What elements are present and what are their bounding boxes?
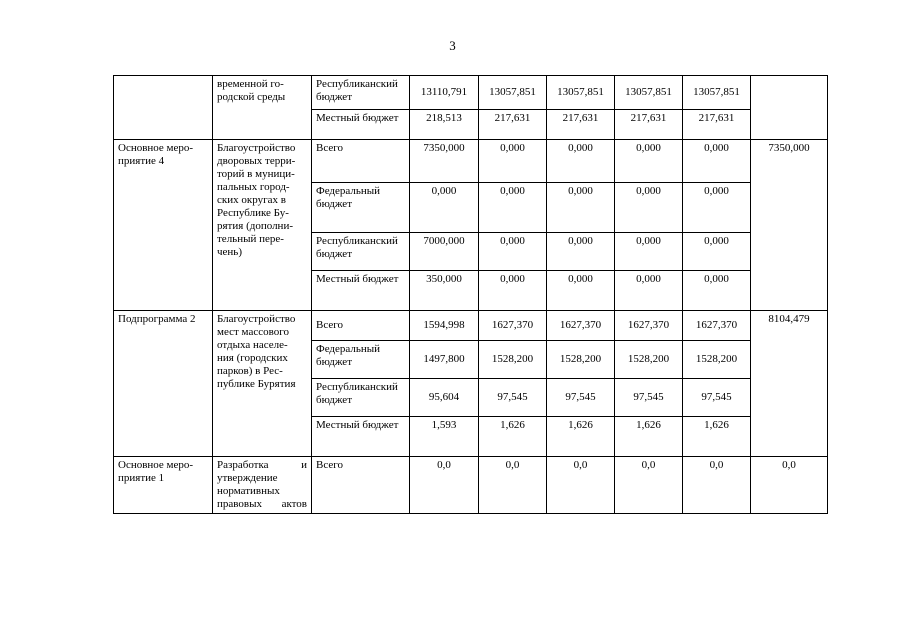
value-cell: 217,631 bbox=[479, 110, 547, 140]
value-cell: 218,513 bbox=[410, 110, 479, 140]
value-cell: 97,545 bbox=[615, 379, 683, 417]
value-cell: 1627,370 bbox=[479, 311, 547, 341]
value-cell: 0,000 bbox=[683, 183, 751, 233]
value-cell: 7000,000 bbox=[410, 233, 479, 271]
value-cell: 1528,200 bbox=[479, 341, 547, 379]
value-cell: 13110,791 bbox=[410, 76, 479, 110]
source-cell: Федеральный бюджет bbox=[312, 341, 410, 379]
source-cell: Местный бюджет bbox=[312, 417, 410, 457]
code-cell: Подпрограмма 2 bbox=[114, 311, 213, 457]
value-cell: 217,631 bbox=[615, 110, 683, 140]
page-number: 3 bbox=[449, 38, 456, 53]
value-cell: 0,0 bbox=[683, 457, 751, 514]
value-cell: 97,545 bbox=[547, 379, 615, 417]
table-row bbox=[114, 457, 828, 514]
value-cell: 0,0 bbox=[547, 457, 615, 514]
value-cell: 1627,370 bbox=[547, 311, 615, 341]
value-cell: 1,626 bbox=[683, 417, 751, 457]
total-cell: 8104,479 bbox=[751, 311, 828, 457]
value-cell: 0,000 bbox=[615, 140, 683, 183]
source-cell: Местный бюджет bbox=[312, 110, 410, 140]
value-cell: 0,000 bbox=[547, 140, 615, 183]
value-cell: 0,000 bbox=[479, 140, 547, 183]
value-cell: 0,000 bbox=[683, 271, 751, 311]
name-word: Разработка bbox=[217, 459, 269, 471]
value-cell: 1497,800 bbox=[410, 341, 479, 379]
value-cell: 217,631 bbox=[547, 110, 615, 140]
table-row bbox=[114, 76, 828, 110]
name-cell: временной го- родской среды bbox=[213, 76, 312, 140]
value-cell: 97,545 bbox=[683, 379, 751, 417]
value-cell: 1,593 bbox=[410, 417, 479, 457]
value-cell: 0,000 bbox=[615, 271, 683, 311]
table-row bbox=[114, 311, 828, 341]
value-cell: 350,000 bbox=[410, 271, 479, 311]
name-cell: Благоустройство мест массового отдыха населе- ния (городских парков) в Рес- публике Бурятия bbox=[213, 311, 312, 457]
code-cell bbox=[114, 76, 213, 140]
total-cell: 7350,000 bbox=[751, 140, 828, 311]
name-line: утверждение нормативных bbox=[217, 472, 280, 497]
value-cell: 0,000 bbox=[547, 271, 615, 311]
value-cell: 0,000 bbox=[410, 183, 479, 233]
total-cell bbox=[751, 76, 828, 140]
name-line bbox=[217, 498, 307, 511]
value-cell: 217,631 bbox=[683, 110, 751, 140]
budget-table bbox=[113, 75, 828, 514]
source-cell: Всего bbox=[312, 140, 410, 183]
value-cell: 0,000 bbox=[615, 183, 683, 233]
value-cell: 1528,200 bbox=[683, 341, 751, 379]
value-cell: 13057,851 bbox=[547, 76, 615, 110]
value-cell: 0,000 bbox=[547, 233, 615, 271]
value-cell: 13057,851 bbox=[479, 76, 547, 110]
source-cell: Республиканский бюджет bbox=[312, 379, 410, 417]
source-cell: Республиканский бюджет bbox=[312, 233, 410, 271]
value-cell: 0,0 bbox=[410, 457, 479, 514]
code-cell: Основное меро- приятие 4 bbox=[114, 140, 213, 311]
value-cell: 7350,000 bbox=[410, 140, 479, 183]
value-cell: 0,000 bbox=[683, 233, 751, 271]
name-word: правовых bbox=[217, 498, 262, 510]
value-cell: 0,000 bbox=[479, 183, 547, 233]
value-cell: 1,626 bbox=[479, 417, 547, 457]
value-cell: 0,000 bbox=[615, 233, 683, 271]
name-word: и bbox=[301, 459, 307, 471]
value-cell: 0,000 bbox=[547, 183, 615, 233]
value-cell: 1,626 bbox=[615, 417, 683, 457]
name-cell bbox=[213, 457, 312, 514]
value-cell: 0,0 bbox=[615, 457, 683, 514]
value-cell: 1594,998 bbox=[410, 311, 479, 341]
name-line bbox=[217, 459, 307, 472]
value-cell: 13057,851 bbox=[615, 76, 683, 110]
total-cell: 0,0 bbox=[751, 457, 828, 514]
value-cell: 1528,200 bbox=[547, 341, 615, 379]
value-cell: 1627,370 bbox=[615, 311, 683, 341]
value-cell: 1627,370 bbox=[683, 311, 751, 341]
value-cell: 97,545 bbox=[479, 379, 547, 417]
code-cell: Основное меро- приятие 1 bbox=[114, 457, 213, 514]
source-cell: Местный бюджет bbox=[312, 271, 410, 311]
value-cell: 1,626 bbox=[547, 417, 615, 457]
name-cell: Благоустройство дворовых терри- торий в муници- пальных город- ских округах в Республике Бу- рятия (дополни- тельный пере- чень) bbox=[213, 140, 312, 311]
source-cell: Всего bbox=[312, 457, 410, 514]
value-cell: 95,604 bbox=[410, 379, 479, 417]
source-cell: Федеральный бюджет bbox=[312, 183, 410, 233]
value-cell: 0,000 bbox=[683, 140, 751, 183]
value-cell: 0,000 bbox=[479, 271, 547, 311]
table-row bbox=[114, 140, 828, 183]
source-cell: Всего bbox=[312, 311, 410, 341]
value-cell: 1528,200 bbox=[615, 341, 683, 379]
name-word: актов bbox=[281, 498, 307, 510]
value-cell: 13057,851 bbox=[683, 76, 751, 110]
source-cell: Республиканский бюджет bbox=[312, 76, 410, 110]
value-cell: 0,000 bbox=[479, 233, 547, 271]
value-cell: 0,0 bbox=[479, 457, 547, 514]
